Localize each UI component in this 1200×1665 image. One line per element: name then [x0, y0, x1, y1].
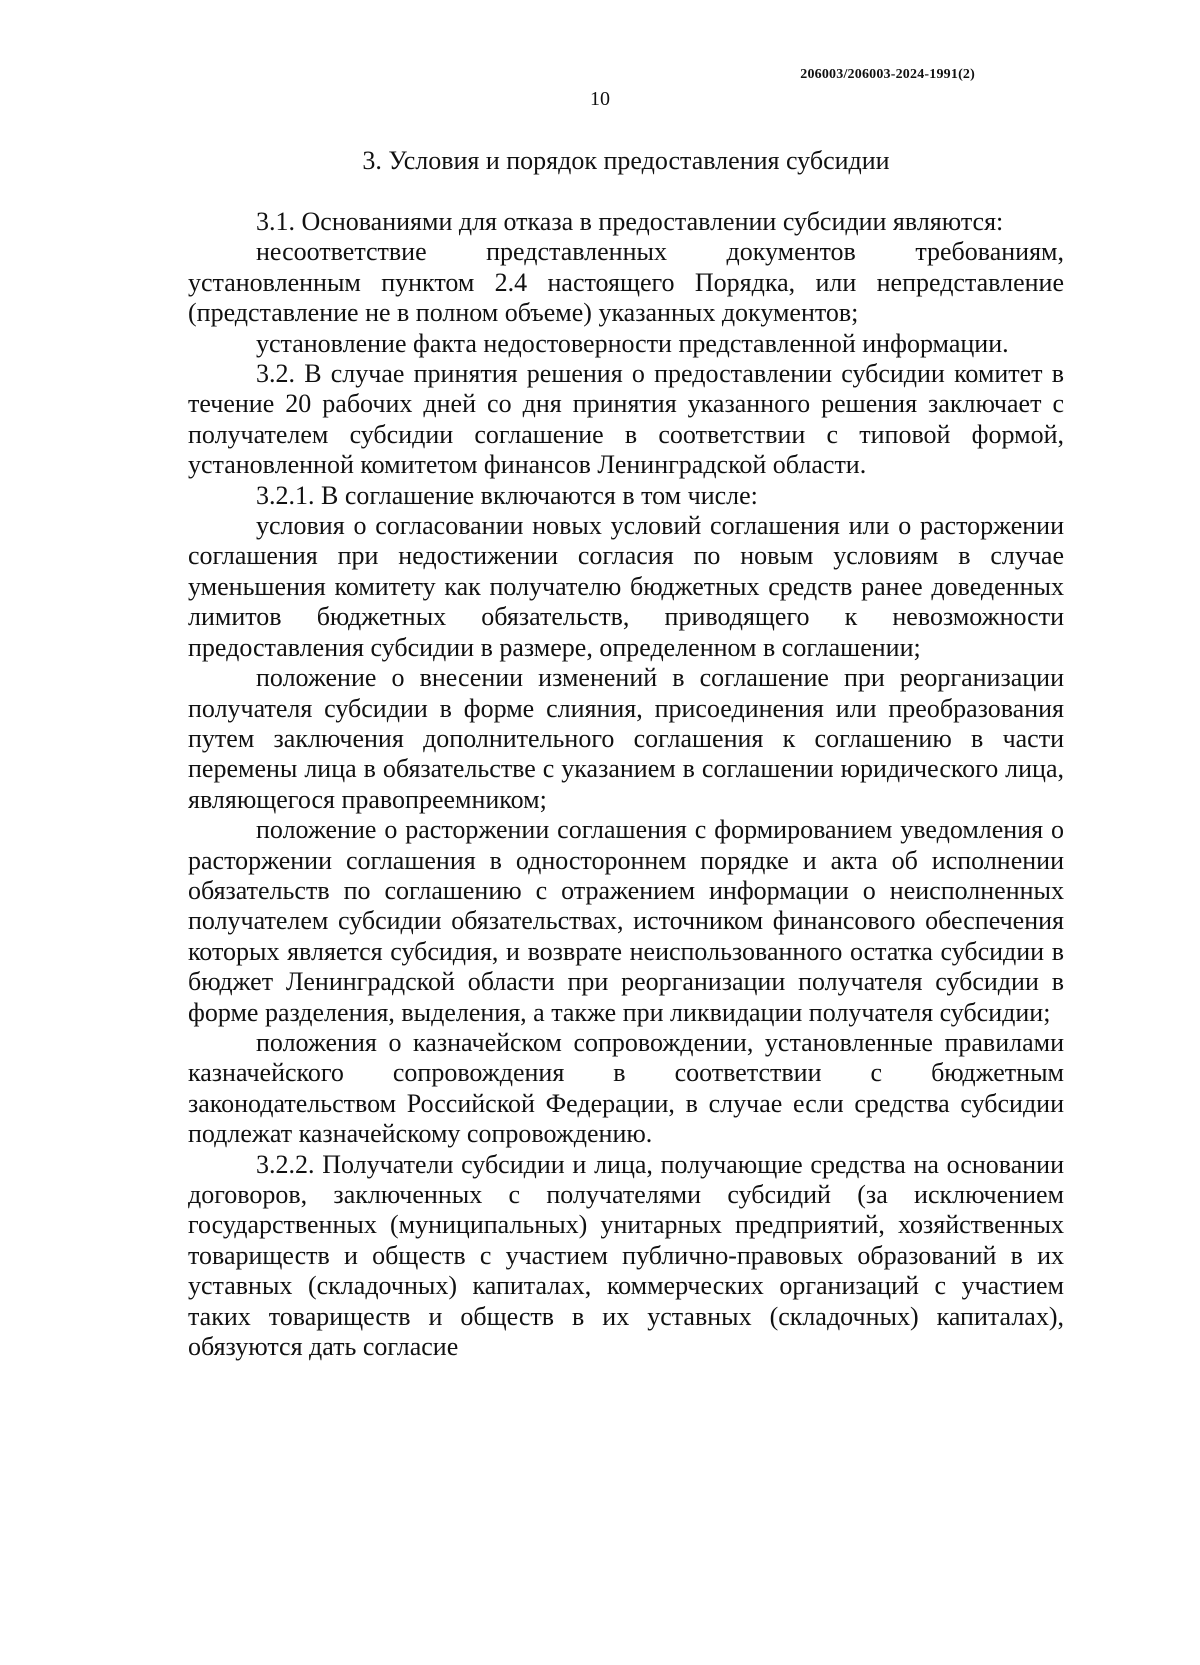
paragraph-agreement-term-3: положение о расторжении соглашения с формированием уведомления о расторжении соглашения в одностороннем порядке и акта об исполнении обязательств по соглашению с отражением информации о неисполненных получателем субсидии обязательствах, источником финансового обеспечения которых является субсидия, и возврате неиспользованного остатка субсидии в бюджет Ленинградской области при реорганизации получателя субсидии в форме разделения, выделения, а также при ликвидации получателя субсидии;: [188, 815, 1064, 1027]
document-body: [188, 207, 1064, 1362]
section-title: 3. Условия и порядок предоставления субсидии: [362, 146, 890, 175]
document-registration-number: 206003/206003-2024-1991(2): [800, 67, 975, 82]
paragraph-agreement-term-4: положения о казначейском сопровождении, установленные правилами казначейского сопровождения в соответствии с бюджетным законодательством Российской Федерации, в случае если средства субсидии подлежат казначейскому сопровождению.: [188, 1027, 1064, 1149]
paragraph-3-2-1: 3.2.1. В соглашение включаются в том числе:: [256, 480, 758, 510]
paragraph-ground-2: установление факта недостоверности представленной информации.: [256, 328, 1009, 358]
paragraph-agreement-term-1: условия о согласовании новых условий соглашения или о расторжении соглашения при недостижении согласия по новым условиям в случае уменьшения комитету как получателю бюджетных средств ранее доведенных лимитов бюджетных обязательств, приводящего к невозможности предоставления субсидии в размере, определенном в соглашении;: [188, 511, 1064, 662]
page-number: 10: [590, 88, 610, 110]
paragraph-3-1: 3.1. Основаниями для отказа в предоставлении субсидии являются:: [256, 207, 1004, 236]
paragraph-3-2-2: 3.2.2. Получатели субсидии и лица, получающие средства на основании договоров, заключенных с получателями субсидий (за исключением государственных (муниципальных) унитарных предприятий, хозяйственных товариществ и обществ с участием публично-правовых образований в их уставных (складочных) капиталах, коммерческих организаций с участием таких товариществ и обществ в их уставных (складочных) капиталах), обязуются дать согласие: [188, 1149, 1064, 1362]
paragraph-3-2: 3.2. В случае принятия решения о предоставлении субсидии комитет в течение 20 рабочих дней со дня принятия указанного решения заключает с получателем субсидии соглашение в соответствии с типовой формой, установленной комитетом финансов Ленинградской области.: [188, 359, 1064, 480]
paragraph-agreement-term-2: положение о внесении изменений в соглашение при реорганизации получателя субсидии в форме слияния, присоединения или преобразования путем заключения дополнительного соглашения к соглашению в части перемены лица в обязательстве с указанием в соглашении юридического лица, являющегося правопреемником;: [188, 663, 1064, 814]
paragraph-ground-1: несоответствие представленных документов требованиям, установленным пунктом 2.4 настоящего Порядка, или непредставление (представление не в полном объеме) указанных документов;: [188, 237, 1064, 328]
